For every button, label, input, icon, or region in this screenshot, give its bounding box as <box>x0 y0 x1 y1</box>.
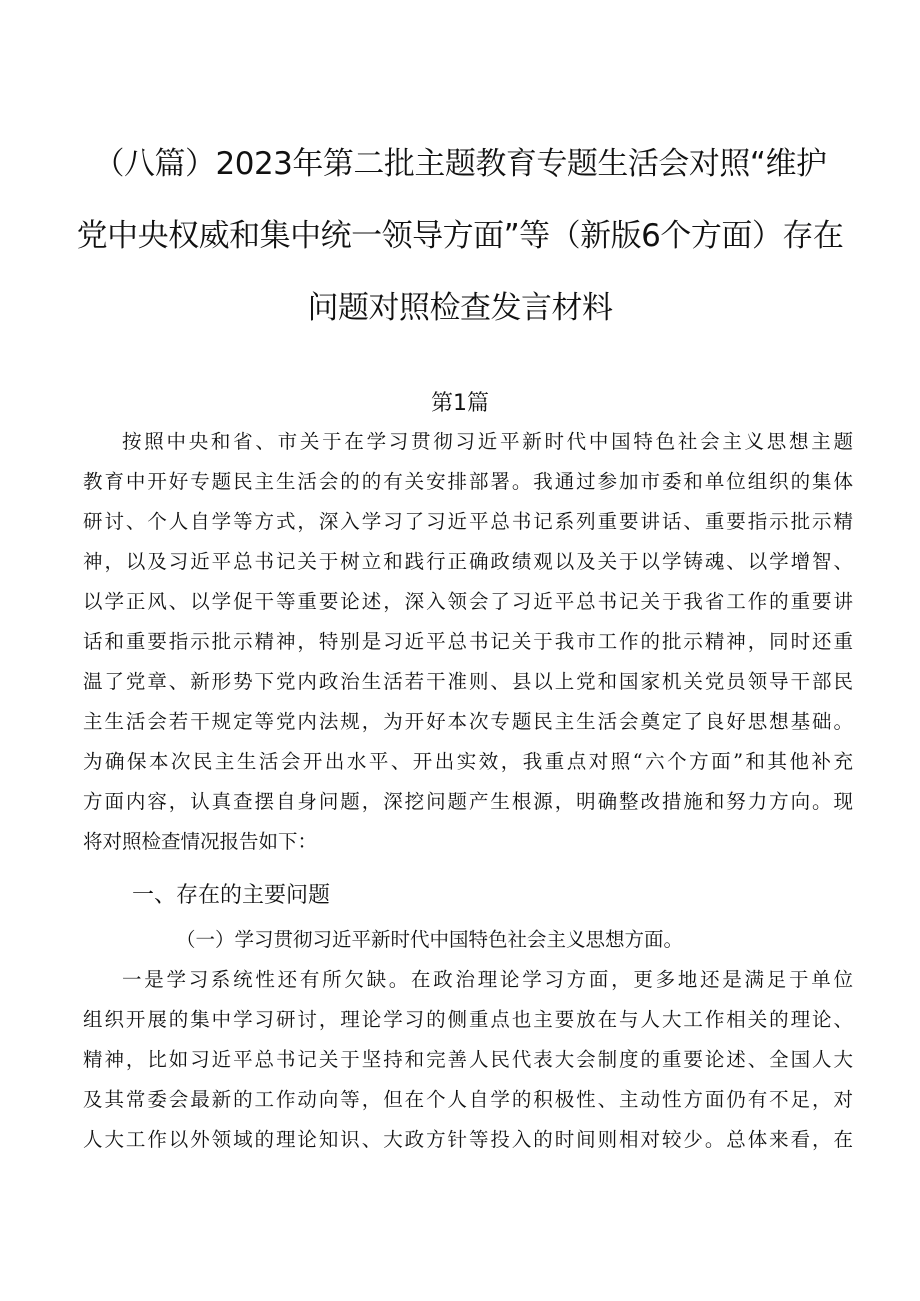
section-heading: 一、存在的主要问题 <box>132 883 331 908</box>
paragraph-line: 话和重要指示批示精神，特别是习近平总书记关于我市工作的批示精神，同时还重 <box>83 630 853 653</box>
title-line: 问题对照检查发言材料 <box>307 290 613 326</box>
paragraph-line: 按照中央和省、市关于在学习贯彻习近平新时代中国特色社会主义思想主题 <box>122 430 853 453</box>
paragraph-line: 主生活会若干规定等党内法规，为开好本次专题民主生活会奠定了良好思想基础。 <box>83 710 853 733</box>
document-title <box>70 128 850 344</box>
paragraph-line: 温了党章、新形势下党内政治生活若干准则、县以上党和国家机关党员领导干部民 <box>83 670 853 693</box>
paragraph-line: 神，以及习近平总书记关于树立和践行正确政绩观以及关于以学铸魂、以学增智、 <box>83 550 853 573</box>
title-line: 党中央权威和集中统一领导方面”等（新版6个方面）存在 <box>76 218 844 254</box>
subsection-heading: （一）学习贯彻习近平新时代中国特色社会主义思想方面。 <box>176 928 684 951</box>
paragraph-line: 方面内容，认真查摆自身问题，深挖问题产生根源，明确整改措施和努力方向。现 <box>83 790 853 813</box>
title-line: （八篇）2023年第二批主题教育专题生活会对照“维护 <box>93 146 827 182</box>
chapter-heading: 第1篇 <box>431 391 489 416</box>
paragraph-line: 教育中开好专题民主生活会的的有关安排部署。我通过参加市委和单位组织的集体 <box>83 470 853 493</box>
study-paragraph <box>83 960 853 1160</box>
paragraph-line: 人大工作以外领域的理论知识、大政方针等投入的时间则相对较少。总体来看，在 <box>83 1128 853 1151</box>
paragraph-line: 及其常委会最新的工作动向等，但在个人自学的积极性、主动性方面仍有不足，对 <box>83 1088 853 1111</box>
paragraph-line: 为确保本次民主生活会开出水平、开出实效，我重点对照“六个方面”和其他补充 <box>83 750 853 773</box>
paragraph-line: 研讨、个人自学等方式，深入学习了习近平总书记系列重要讲话、重要指示批示精 <box>83 510 853 533</box>
paragraph-line: 一是学习系统性还有所欠缺。在政治理论学习方面，更多地还是满足于单位 <box>122 968 853 991</box>
paragraph-line: 精神，比如习近平总书记关于坚持和完善人民代表大会制度的重要论述、全国人大 <box>83 1048 853 1071</box>
paragraph-line: 以学正风、以学促干等重要论述，深入领会了习近平总书记关于我省工作的重要讲 <box>83 590 853 613</box>
intro-paragraph <box>83 422 853 862</box>
paragraph-line: 组织开展的集中学习研讨，理论学习的侧重点也主要放在与人大工作相关的理论、 <box>83 1008 853 1031</box>
paragraph-line: 将对照检查情况报告如下： <box>83 830 318 853</box>
